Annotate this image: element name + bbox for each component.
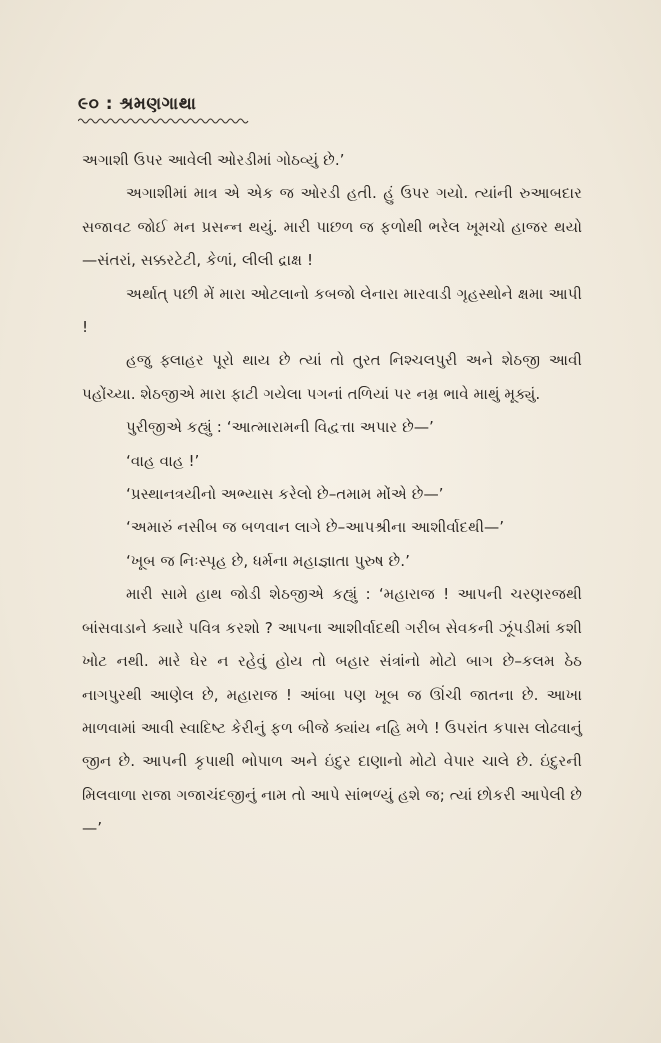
page-number: ૯૦ (78, 94, 100, 114)
paragraph: મારી સામે હાથ જોડી શેઠજીએ કહ્યું : ‘મહારાજ ! આપની ચરણરજથી બાંસવાડાને ક્યારે પવિત્ર કરશો ? આપના આશીર્વાદથી ગરીબ સેવકની ઝૂંપડીમાં કશી ખોટ નથી. મારે ઘેર ન રહેવું હોય તો બહાર સંત્રાંનો મોટો બાગ છે–કલમ ઠેઠ નાગપુરથી આણેલ છે, મહારાજ ! આંબા પણ ખૂબ જ ઊંચી જાતના છે. આખા માળવામાં આવી સ્વાદિષ્ટ કેરીનું ફળ બીજે ક્યાંય નહિ મળે ! ઉપરાંત કપાસ લોઢવાનું જીન છે. આપની કૃપાથી ભોપાળ અને ઇંદુર દાણાનો મોટો વેપાર ચાલે છે. ઇંદુરની મિલવાળા રાજા ગજાચંદજીનું નામ તો આપે સાંભળ્યું હશે જ; ત્યાં છોકરી આપેલી છે—’ (82, 585, 582, 838)
paragraph: અર્થાત્ પછી મેં મારા ઓટલાનો કબજો લેનારા મારવાડી ગૃહસ્થોને ક્ષમા આપી ! (82, 284, 582, 337)
dialogue-line: ‘વાહ વાહ !’ (126, 451, 200, 470)
header-separator: : (105, 94, 114, 114)
dialogue-line: પુરીજીએ કહ્યું : ‘આત્મારામની વિદ્વત્તા અપાર છે—’ (126, 418, 434, 437)
paragraph: અગાશી ઉપર આવેલી ઓરડીમાં ગોઠવ્યું છે.’ (82, 151, 345, 169)
dialogue-line: ‘અમારું નસીબ જ બળવાન લાગે છે–આપશ્રીના આશીર્વાદથી—’ (126, 518, 505, 537)
body-text (82, 144, 582, 846)
paragraph: અગાશીમાં માત્ર એ એક જ ઓરડી હતી. હું ઉપર ગયો. ત્યાંની રુઆબદાર સજાવટ જોઈ મન પ્રસન્ન થયું. મારી પાછળ જ ફળોથી ભરેલ ખૂમચો હાજર થયો—સંતરાં, સક્કરટેટી, કેળાં, લીલી દ્રાક્ષ ! (82, 184, 582, 270)
dialogue-line: ‘પ્રસ્થાનત્રયીનો અભ્યાસ કરેલો છે–તમામ મોંએ છે—’ (126, 485, 444, 504)
dialogue-line: ‘ખૂબ જ નિઃસ્પૃહ છે, ધર્મના મહાજ્ઞાતા પુરુષ છે.’ (126, 551, 410, 570)
header-wavy-rule (78, 117, 250, 125)
paragraph: હજુ ફ્લાહર પૂરો થાય છે ત્યાં તો તુરત નિશ્ચલપુરી અને શેઠજી આવી પહોંચ્યા. શેઠજીએ મારા ફાટી ગયેલા પગનાં તળિયાં પર નમ્ર ભાવે માથું મૂક્યું. (82, 351, 582, 403)
running-header (78, 94, 196, 114)
book-title: શ્રમણગાથા (119, 94, 197, 114)
